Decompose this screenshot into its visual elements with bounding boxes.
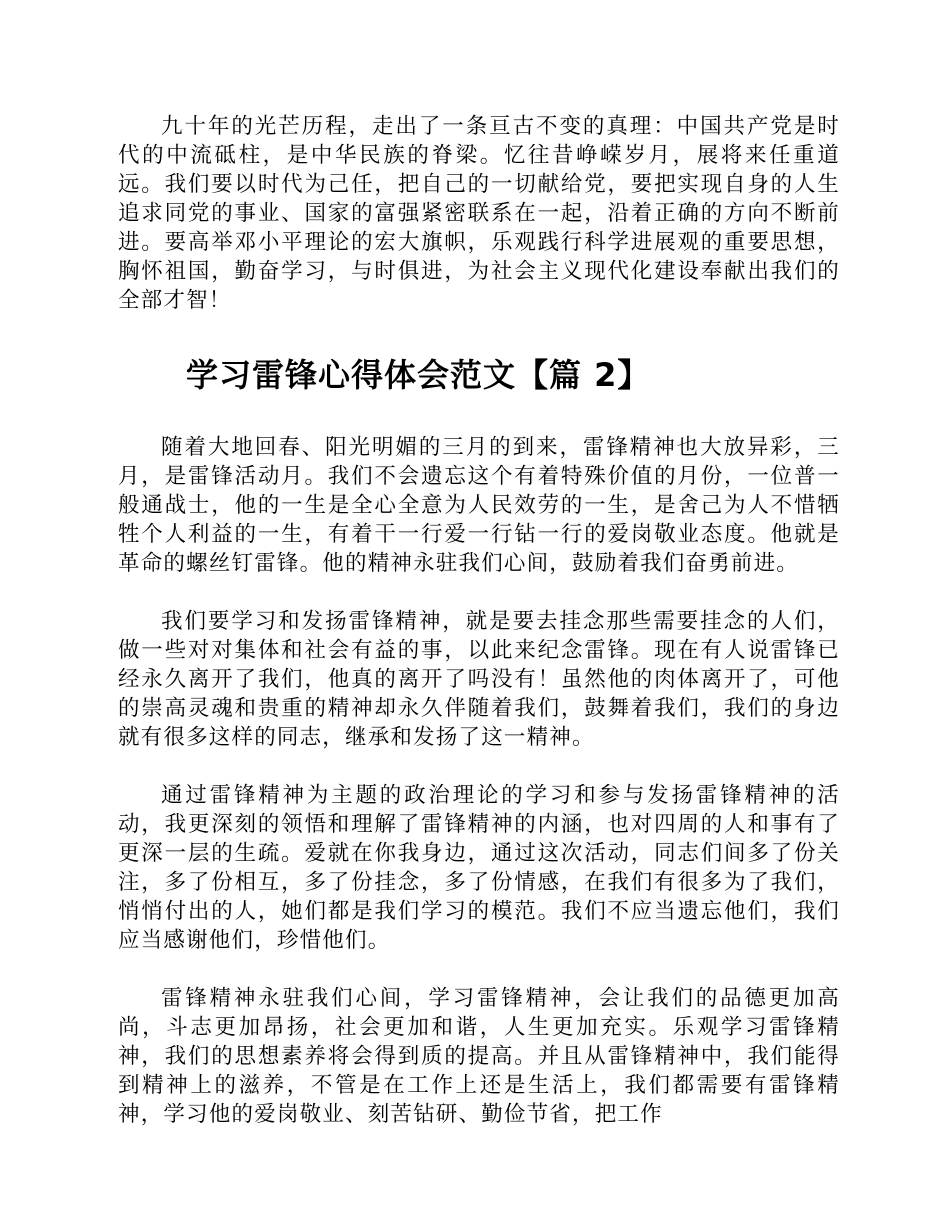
section-title: 学习雷锋心得体会范文【篇 2】	[186, 356, 651, 394]
document-page	[118, 112, 840, 1129]
body-paragraph-1: 随着大地回春、阳光明媚的三月的到来，雷锋精神也大放异彩，三月，是雷锋活动月。我们不会遗忘这个有着特殊价值的月份，一位普一般通战士，他的一生是全心全意为人民效劳的一生，是舍己为人不惜牺牲个人利益的一生，有着干一行爱一行钻一行的爱岗敬业态度。他就是革命的螺丝钉雷锋。他的精神永驻我们心间，鼓励着我们奋勇前进。	[118, 435, 840, 576]
body-paragraph-3: 通过雷锋精神为主题的政治理论的学习和参与发扬雷锋精神的活动，我更深刻的领悟和理解了雷锋精神的内涵，也对四周的人和事有了更深一层的生疏。爱就在你我身边，通过这次活动，同志们间多了份关注，多了份相互，多了份挂念，多了份情感，在我们有很多为了我们，悄悄付出的人，她们都是我们学习的模范。我们不应当遗忘他们，我们应当感谢他们，珍惜他们。	[118, 783, 840, 953]
intro-paragraph: 九十年的光芒历程，走出了一条亘古不变的真理：中国共产党是时代的中流砥柱，是中华民族的脊梁。忆往昔峥嵘岁月，展将来任重道远。我们要以时代为己任，把自己的一切献给党，要把实现自身的人生追求同党的事业、国家的富强紧密联系在一起，沿着正确的方向不断前进。要高举邓小平理论的宏大旗帜，乐观践行科学进展观的重要思想，胸怀祖国，勤奋学习，与时俱进，为社会主义现代化建设奉献出我们的全部才智！	[118, 114, 840, 313]
body-paragraph-4: 雷锋精神永驻我们心间，学习雷锋精神，会让我们的品德更加高尚，斗志更加昂扬，社会更加和谐，人生更加充实。乐观学习雷锋精神，我们的思想素养将会得到质的提高。并且从雷锋精神中，我们能得到精神上的滋养，不管是在工作上还是生活上，我们都需要有雷锋精神，学习他的爱岗敬业、刻苦钻研、勤俭节省，把工作	[118, 986, 840, 1127]
body-paragraph-2: 我们要学习和发扬雷锋精神，就是要去挂念那些需要挂念的人们，做一些对对集体和社会有益的事，以此来纪念雷锋。现在有人说雷锋已经永久离开了我们，他真的离开了吗没有！虽然他的肉体离开了，可他的崇高灵魂和贵重的精神却永久伴随着我们，鼓舞着我们，我们的身边就有很多这样的同志，继承和发扬了这一精神。	[118, 609, 840, 750]
